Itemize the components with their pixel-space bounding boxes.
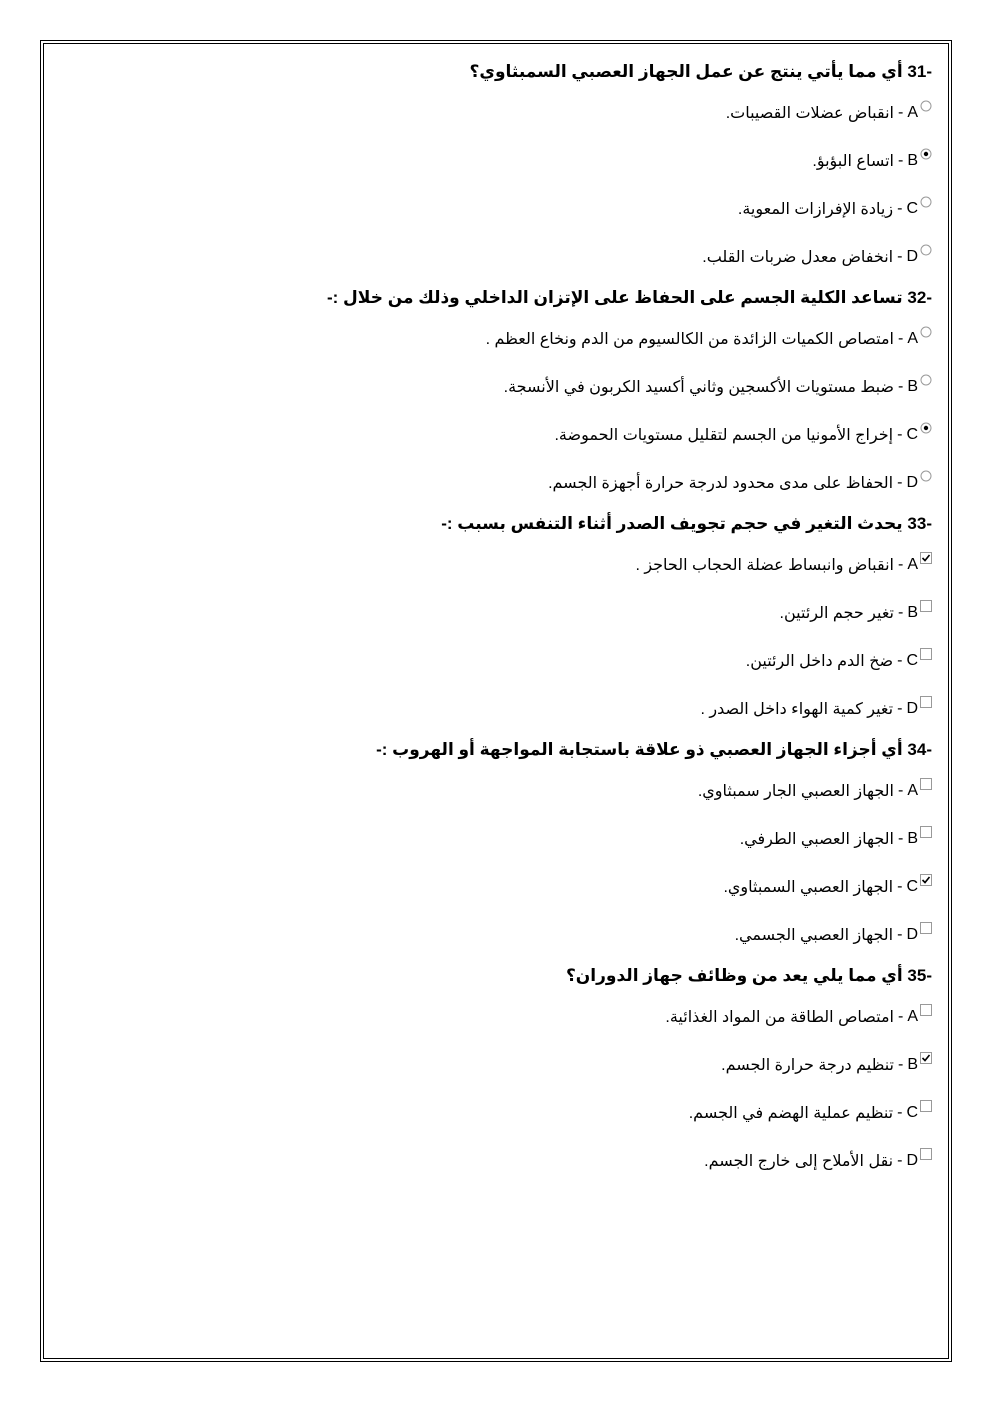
option-letter: A <box>907 556 918 573</box>
radio-icon[interactable] <box>920 100 932 112</box>
option-letter: B <box>907 152 918 169</box>
radio-icon[interactable] <box>920 244 932 256</box>
option-letter: B <box>907 378 918 395</box>
option-text: انخفاض معدل ضربات القلب. <box>702 249 894 266</box>
option-letter: D <box>906 926 918 943</box>
option-text: الجهاز العصبي الجار سمبثاوي. <box>697 783 894 800</box>
radio-checked-icon[interactable] <box>920 422 932 434</box>
question-33 <box>72 507 932 733</box>
quiz-content <box>72 55 932 1185</box>
option-c[interactable]: C - الجهاز العصبي السمبثاوي. <box>72 863 932 911</box>
checkbox-icon[interactable] <box>920 778 932 790</box>
option-b[interactable]: B - اتساع البؤبؤ. <box>72 137 932 185</box>
option-letter: C <box>906 200 918 217</box>
option-c[interactable]: C - إخراج الأمونيا من الجسم لتقليل مستويات الحموضة. <box>72 411 932 459</box>
option-c[interactable]: C - تنظيم عملية الهضم في الجسم. <box>72 1089 932 1137</box>
option-text: تغير حجم الرئتين. <box>779 605 894 622</box>
checkbox-icon[interactable] <box>920 1004 932 1016</box>
question-31 <box>72 55 932 281</box>
question-text <box>72 507 932 541</box>
option-text: انقباض وانبساط عضلة الحجاب الحاجز . <box>635 557 894 574</box>
question-prompt: أي مما يأتي ينتج عن عمل الجهاز العصبي السمبثاوي؟ <box>469 62 903 81</box>
question-prompt: أي مما يلي يعد من وظائف جهاز الدوران؟ <box>565 966 903 985</box>
checkbox-icon[interactable] <box>920 648 932 660</box>
option-b[interactable]: B - تنظيم درجة حرارة الجسم. <box>72 1041 932 1089</box>
option-b[interactable]: B - تغير حجم الرئتين. <box>72 589 932 637</box>
option-letter: D <box>906 700 918 717</box>
option-a[interactable]: A - الجهاز العصبي الجار سمبثاوي. <box>72 767 932 815</box>
option-text: امتصاص الكميات الزائدة من الكالسيوم من الدم ونخاع العظم . <box>485 331 894 348</box>
option-a[interactable]: A - امتصاص الكميات الزائدة من الكالسيوم من الدم ونخاع العظم . <box>72 315 932 363</box>
option-letter: D <box>906 474 918 491</box>
option-text: نقل الأملاح إلى خارج الجسم. <box>704 1153 894 1170</box>
option-text: ضخ الدم داخل الرئتين. <box>745 653 894 670</box>
radio-icon[interactable] <box>920 196 932 208</box>
question-prompt: يحدث التغير في حجم تجويف الصدر أثناء التنفس بسبب :- <box>441 514 903 533</box>
option-text: تنظيم درجة حرارة الجسم. <box>721 1057 894 1074</box>
question-number: 31- <box>907 62 932 81</box>
question-number: 32- <box>907 288 932 307</box>
option-letter: A <box>907 330 918 347</box>
question-34 <box>72 733 932 959</box>
radio-icon[interactable] <box>920 326 932 338</box>
checkbox-icon[interactable] <box>920 922 932 934</box>
option-b[interactable]: B - ضبط مستويات الأكسجين وثاني أكسيد الكربون في الأنسجة. <box>72 363 932 411</box>
option-letter: A <box>907 1008 918 1025</box>
option-letter: A <box>907 782 918 799</box>
option-b[interactable]: B - الجهاز العصبي الطرفي. <box>72 815 932 863</box>
question-prompt: تساعد الكلية الجسم على الحفاظ على الإتزان الداخلي وذلك من خلال :- <box>327 288 903 307</box>
question-32 <box>72 281 932 507</box>
question-text <box>72 55 932 89</box>
option-letter: C <box>906 652 918 669</box>
option-a[interactable]: A - انقباض وانبساط عضلة الحجاب الحاجز . <box>72 541 932 589</box>
option-text: ضبط مستويات الأكسجين وثاني أكسيد الكربون في الأنسجة. <box>503 379 894 396</box>
option-text: الجهاز العصبي السمبثاوي. <box>723 879 894 896</box>
option-d[interactable]: D - نقل الأملاح إلى خارج الجسم. <box>72 1137 932 1185</box>
option-a[interactable]: A - انقباض عضلات القصيبات. <box>72 89 932 137</box>
option-letter: C <box>906 878 918 895</box>
option-text: الجهاز العصبي الطرفي. <box>739 831 894 848</box>
checkbox-icon[interactable] <box>920 600 932 612</box>
checkbox-checked-icon[interactable] <box>920 874 932 886</box>
option-d[interactable]: D - الجهاز العصبي الجسمي. <box>72 911 932 959</box>
checkbox-icon[interactable] <box>920 696 932 708</box>
option-letter: B <box>907 1056 918 1073</box>
option-letter: D <box>906 1152 918 1169</box>
option-c[interactable]: C - ضخ الدم داخل الرئتين. <box>72 637 932 685</box>
checkbox-checked-icon[interactable] <box>920 552 932 564</box>
question-number: 34- <box>907 740 932 759</box>
radio-checked-icon[interactable] <box>920 148 932 160</box>
option-text: امتصاص الطاقة من المواد الغذائية. <box>665 1009 894 1026</box>
option-d[interactable]: D - تغير كمية الهواء داخل الصدر . <box>72 685 932 733</box>
radio-icon[interactable] <box>920 374 932 386</box>
question-text <box>72 281 932 315</box>
option-text: تغير كمية الهواء داخل الصدر . <box>700 701 894 718</box>
checkbox-icon[interactable] <box>920 1148 932 1160</box>
option-text: الحفاظ على مدى محدود لدرجة حرارة أجهزة الجسم. <box>548 475 894 492</box>
option-c[interactable]: C - زيادة الإفرازات المعوية. <box>72 185 932 233</box>
question-number: 33- <box>907 514 932 533</box>
option-letter: B <box>907 830 918 847</box>
question-35 <box>72 959 932 1185</box>
option-text: الجهاز العصبي الجسمي. <box>734 927 894 944</box>
option-text: إخراج الأمونيا من الجسم لتقليل مستويات الحموضة. <box>554 427 894 444</box>
option-letter: A <box>907 104 918 121</box>
checkbox-checked-icon[interactable] <box>920 1052 932 1064</box>
checkbox-icon[interactable] <box>920 1100 932 1112</box>
option-letter: C <box>906 1104 918 1121</box>
option-text: تنظيم عملية الهضم في الجسم. <box>688 1105 894 1122</box>
question-prompt: أي أجزاء الجهاز العصبي ذو علاقة باستجابة المواجهة أو الهروب :- <box>376 740 903 759</box>
question-number: 35- <box>907 966 932 985</box>
question-text <box>72 733 932 767</box>
radio-icon[interactable] <box>920 470 932 482</box>
option-letter: B <box>907 604 918 621</box>
option-d[interactable]: D - الحفاظ على مدى محدود لدرجة حرارة أجهزة الجسم. <box>72 459 932 507</box>
option-letter: C <box>906 426 918 443</box>
option-d[interactable]: D - انخفاض معدل ضربات القلب. <box>72 233 932 281</box>
question-text <box>72 959 932 993</box>
option-a[interactable]: A - امتصاص الطاقة من المواد الغذائية. <box>72 993 932 1041</box>
option-text: زيادة الإفرازات المعوية. <box>737 201 894 218</box>
option-text: اتساع البؤبؤ. <box>812 153 894 170</box>
option-text: انقباض عضلات القصيبات. <box>725 105 894 122</box>
checkbox-icon[interactable] <box>920 826 932 838</box>
option-letter: D <box>906 248 918 265</box>
